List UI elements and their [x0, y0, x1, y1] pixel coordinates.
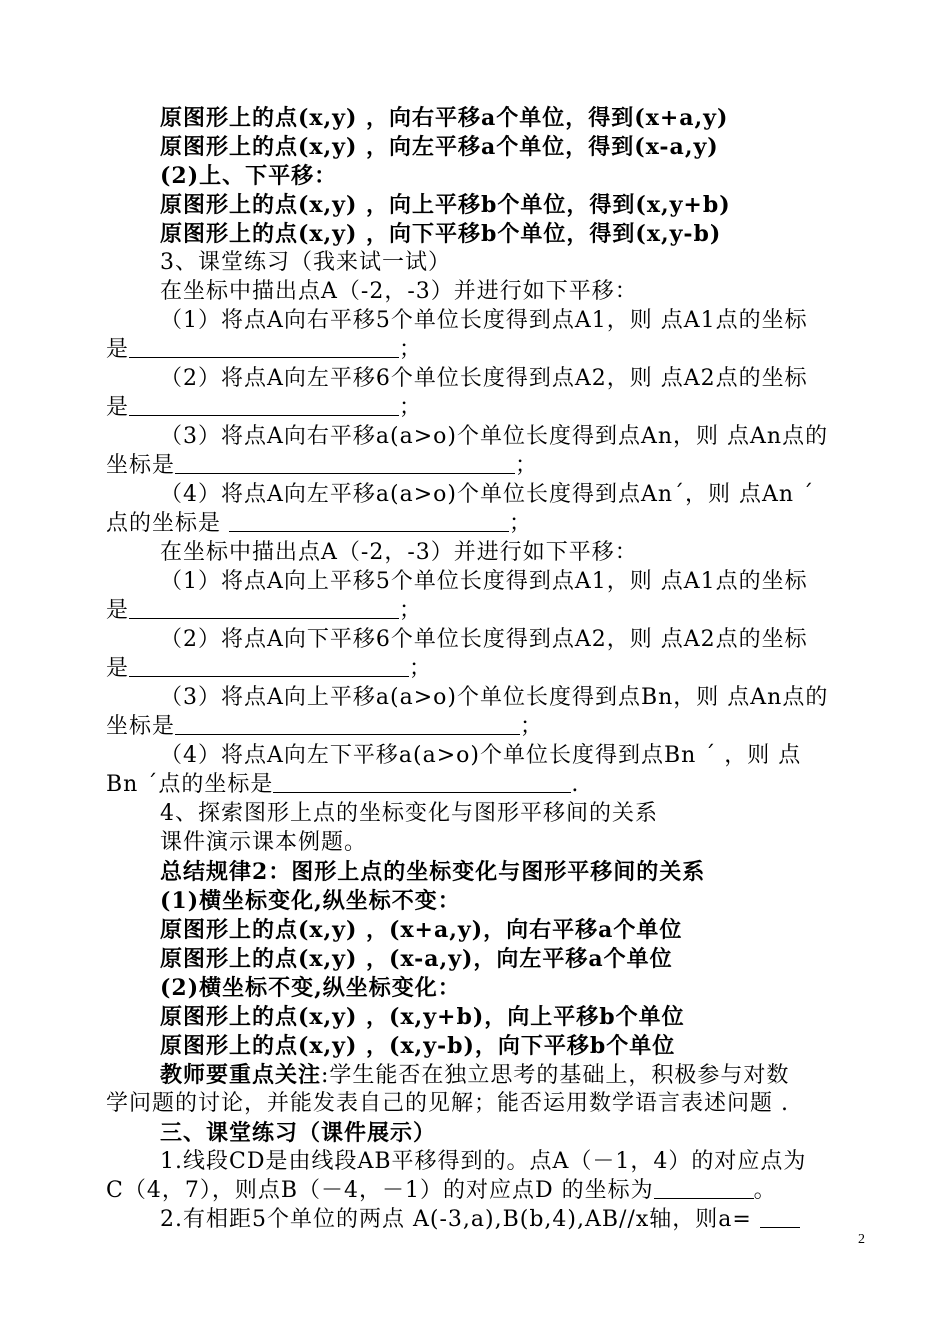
text-fragment: ； [509, 511, 533, 536]
text-line: (2)上、下平移： [160, 163, 338, 189]
text-fragment: ； [399, 337, 423, 362]
section-heading: 4、探索图形上点的坐标变化与图形平移间的关系 [160, 801, 658, 826]
text-line: 1.线段CD是由线段AB平移得到的。点A（－1，4）的对应点为 [160, 1149, 807, 1174]
text-line: 原图形上的点(x,y) ，(x,y-b)，向下平移b个单位 [160, 1033, 676, 1059]
answer-line [106, 597, 422, 625]
text-line: 原图形上的点(x,y) ，(x+a,y)，向右平移a个单位 [160, 917, 683, 943]
page-number: 2 [858, 1232, 865, 1247]
answer-line [160, 1206, 800, 1234]
text-line: 原图形上的点(x,y) ，向下平移b个单位，得到(x,y-b) [160, 221, 722, 247]
text-line: 原图形上的点(x,y) ，向上平移b个单位，得到(x,y+b) [160, 192, 731, 218]
text-fragment: 点的坐标是 [106, 511, 229, 536]
text-fragment: . [571, 772, 580, 797]
text-line: （3）将点A向上平移a(a>o)个单位长度得到点Bn，则 点An点的 [160, 685, 829, 710]
text-fragment: 。 [753, 1178, 777, 1203]
answer-line [106, 1177, 777, 1205]
text-fragment: 是 [106, 598, 130, 623]
text-line: （4）将点A向左下平移a(a>o)个单位长度得到点Bn ´ ，则 点 [160, 743, 802, 768]
answer-blank[interactable] [175, 714, 520, 735]
text-line: 课件演示课本例题。 [160, 830, 368, 855]
answer-blank[interactable] [273, 772, 571, 793]
emphasis-text: 教师要重点关注 [160, 1062, 322, 1088]
text-fragment: ； [399, 395, 423, 420]
text-fragment: Bn ´点的坐标是 [106, 772, 274, 797]
answer-line [106, 452, 538, 480]
summary-heading: 总结规律2：图形上点的坐标变化与图形平移间的关系 [160, 859, 706, 885]
answer-line [106, 394, 422, 422]
text-line: （2）将点A向左平移6个单位长度得到点A2，则 点A2点的坐标 [160, 366, 808, 391]
text-fragment: ； [520, 714, 544, 739]
text-fragment: 是 [106, 395, 130, 420]
text-line: 原图形上的点(x,y) ，(x-a,y)，向左平移a个单位 [160, 946, 673, 972]
text-fragment: ； [515, 453, 539, 478]
answer-line [106, 771, 579, 799]
text-line: 在坐标中描出点A（-2，-3）并进行如下平移： [160, 279, 638, 304]
text-fragment: :学生能否在独立思考的基础上，积极参与对数 [321, 1063, 790, 1088]
answer-blank[interactable] [129, 395, 399, 416]
text-fragment: 是 [106, 656, 130, 681]
text-line: （4）将点A向左平移a(a>o)个单位长度得到点An´，则 点An ´ [160, 482, 815, 507]
section-heading: 三、课堂练习（课件展示） [160, 1120, 437, 1146]
text-fragment: C（4，7），则点B（－4，－1）的对应点D 的坐标为 [106, 1178, 654, 1203]
answer-blank[interactable] [129, 656, 409, 677]
text-line: 学问题的讨论，并能发表自己的见解；能否运用数学语言表述问题 . [106, 1091, 789, 1116]
answer-blank[interactable] [129, 598, 399, 619]
text-line: 原图形上的点(x,y) ，向左平移a个单位，得到(x-a,y) [160, 134, 719, 160]
text-fragment: 是 [106, 337, 130, 362]
text-line: （1）将点A向右平移5个单位长度得到点A1，则 点A1点的坐标 [160, 308, 808, 333]
text-fragment: 2.有相距5个单位的两点 A(-3,a),B(b,4),AB//x轴，则a= [160, 1207, 760, 1232]
text-fragment: ； [399, 598, 423, 623]
answer-line [106, 655, 432, 683]
answer-blank[interactable] [129, 337, 399, 358]
answer-blank[interactable] [229, 511, 509, 532]
answer-blank[interactable] [654, 1178, 754, 1199]
text-line: 原图形上的点(x,y) ，(x,y+b)，向上平移b个单位 [160, 1004, 685, 1030]
text-line: （3）将点A向右平移a(a>o)个单位长度得到点An，则 点An点的 [160, 424, 829, 449]
answer-line [106, 713, 543, 741]
text-line: （1）将点A向上平移5个单位长度得到点A1，则 点A1点的坐标 [160, 569, 808, 594]
answer-blank[interactable] [760, 1207, 800, 1228]
text-fragment: 坐标是 [106, 714, 176, 739]
answer-blank[interactable] [175, 453, 515, 474]
text-line: (2)横坐标不变,纵坐标变化： [160, 975, 461, 1001]
text-line: (1)横坐标变化,纵坐标不变： [160, 888, 461, 914]
section-heading: 3、课堂练习（我来试一试） [160, 250, 451, 275]
text-fragment: ； [409, 656, 433, 681]
answer-line [106, 510, 532, 538]
text-fragment: 坐标是 [106, 453, 176, 478]
answer-line [106, 336, 422, 364]
text-line: （2）将点A向下平移6个单位长度得到点A2，则 点A2点的坐标 [160, 627, 808, 652]
text-line: 在坐标中描出点A（-2，-3）并进行如下平移： [160, 540, 638, 565]
text-line: 原图形上的点(x,y) ，向右平移a个单位，得到(x+a,y) [160, 105, 729, 131]
text-line [160, 1061, 789, 1090]
